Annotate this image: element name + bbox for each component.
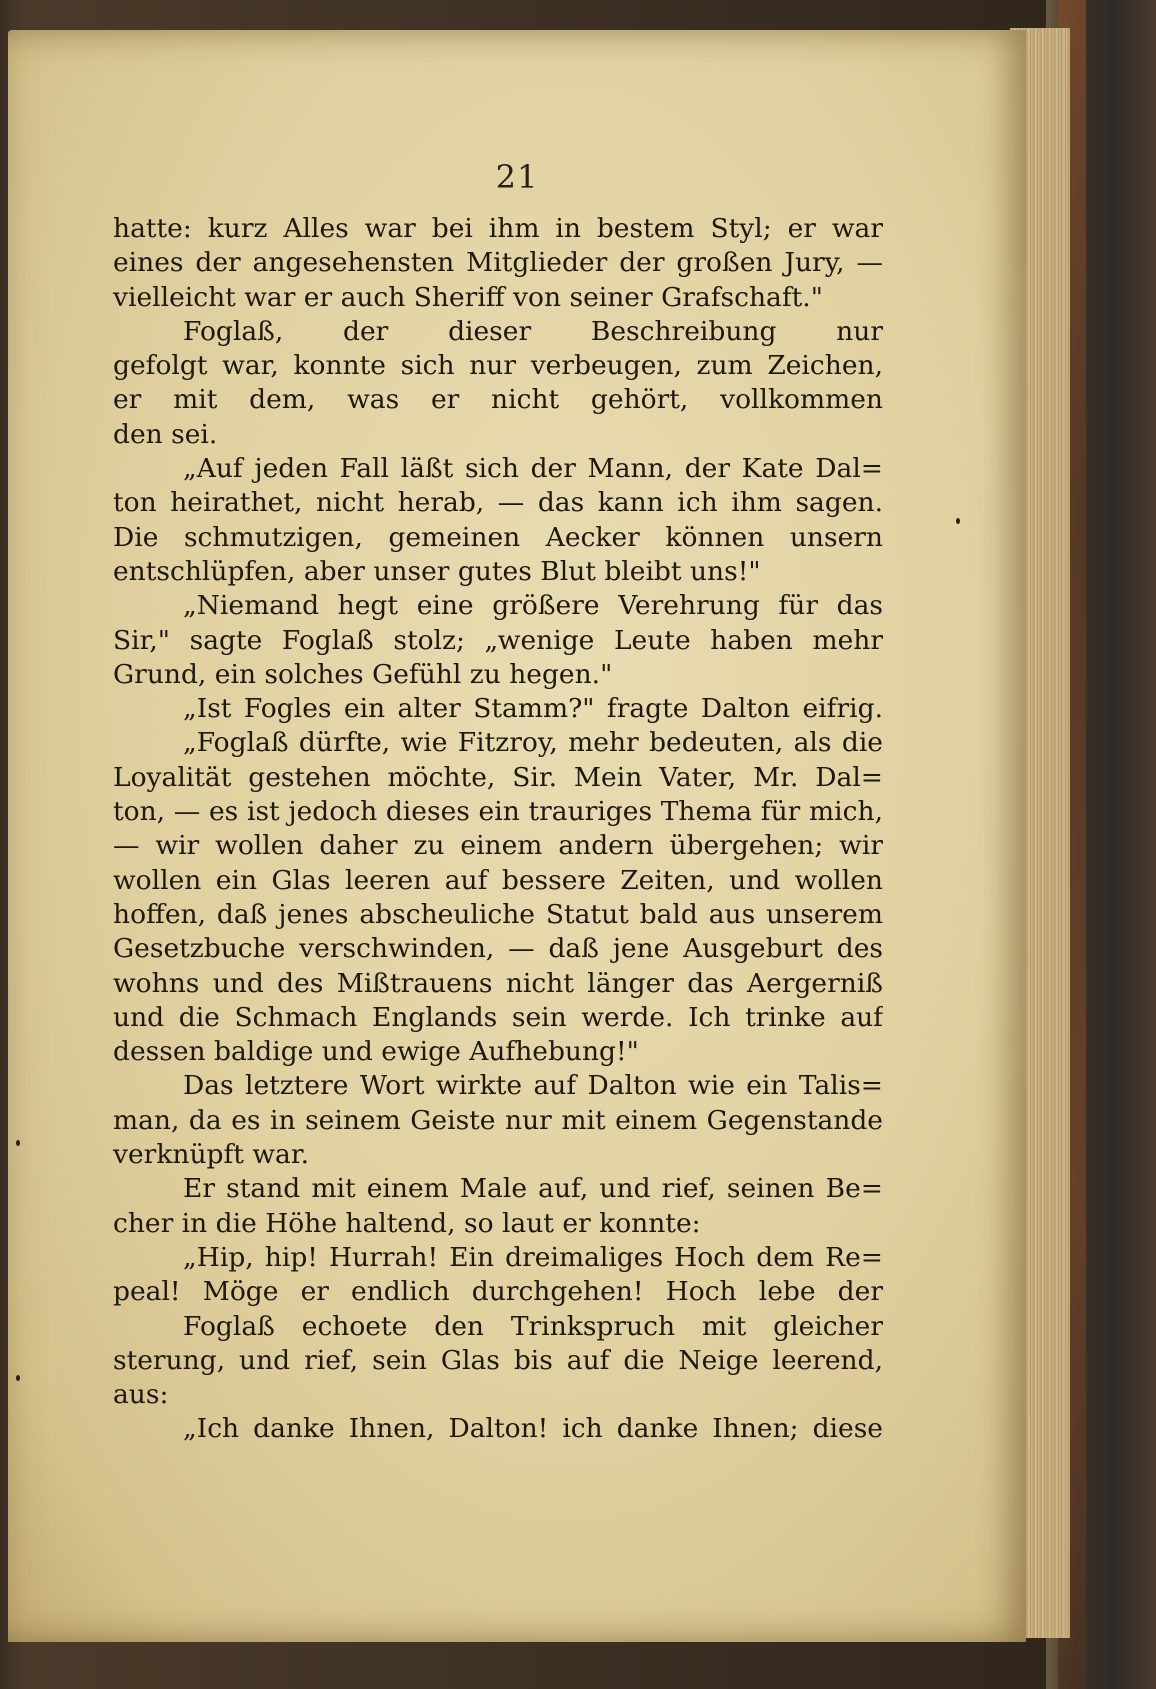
book-page (8, 30, 1026, 1642)
text-line: „Ist Fogles ein alter Stamm?" fragte Dalton eifrig. (183, 693, 883, 725)
text-line: „Niemand hegt eine größere Verehrung für das (183, 590, 883, 622)
text-line: und die Schmach Englands sein werde. Ich trinke auf (113, 1001, 883, 1033)
text-line: „Hip, hip! Hurrah! Ein dreimaliges Hoch dem Re= (183, 1241, 883, 1273)
text-line: peal! Möge er endlich durchgehen! Hoch lebe der (113, 1276, 883, 1308)
ink-speck (956, 518, 960, 524)
text-line: hatte: kurz Alles war bei ihm in bestem Styl; er war (113, 213, 883, 244)
text-line: vielleicht war er auch Sheriff von seiner Grafschaft." (113, 281, 823, 313)
text-line: ton heirathet, nicht herab, — das kann ich ihm sagen. (113, 487, 883, 519)
text-line: cher in die Höhe haltend, so laut er konnte: (113, 1207, 701, 1239)
text-line: entschlüpfen, aber unser gutes Blut bleibt uns!" (113, 555, 761, 587)
text-line: man, da es in seinem Geiste nur mit einem Gegenstande (113, 1104, 883, 1136)
text-line: aus: (113, 1379, 169, 1411)
text-line: Foglaß echoete den Trinkspruch mit gleicher (183, 1310, 883, 1342)
text-line: sterung, und rief, sein Glas bis auf die Neige leerend, (113, 1344, 883, 1376)
body-text (113, 212, 883, 1447)
text-line: eines der angesehensten Mitglieder der großen Jury, — (113, 247, 883, 279)
text-line: Grund, ein solches Gefühl zu hegen." (113, 658, 613, 690)
text-line: dessen baldige und ewige Aufhebung!" (113, 1036, 639, 1068)
text-line: ton, — es ist jedoch dieses ein trauriges Thema für mich, (113, 796, 883, 828)
text-line: wohns und des Mißtrauens nicht länger das Aergerniß (113, 967, 883, 999)
text-line: Loyalität gestehen möchte, Sir. Mein Vater, Mr. Dal= (113, 761, 883, 793)
text-line: wollen ein Glas leeren auf bessere Zeiten, und wollen (113, 864, 883, 896)
ink-speck (16, 1375, 20, 1381)
text-line: verknüpft war. (113, 1139, 310, 1171)
text-line: „Ich danke Ihnen, Dalton! ich danke Ihnen; diese (183, 1413, 883, 1445)
text-line: Die schmutzigen, gemeinen Aecker können unsern (113, 521, 883, 553)
text-line: Er stand mit einem Male auf, und rief, seinen Be= (183, 1173, 883, 1205)
text-line: hoffen, daß jenes abscheuliche Statut bald aus unserem (113, 898, 883, 930)
text-line: Foglaß, der dieser Beschreibung nur (183, 315, 883, 347)
text-line: er mit dem, was er nicht gehört, vollkommen (113, 384, 883, 416)
ink-speck (16, 1140, 20, 1146)
text-line: „Auf jeden Fall läßt sich der Mann, der Kate Dal= (183, 453, 883, 485)
page-number: 21 (495, 158, 539, 196)
text-line: Das letztere Wort wirkte auf Dalton wie ein Talis= (183, 1070, 883, 1102)
text-line: gefolgt war, konnte sich nur verbeugen, zum Zeichen, (113, 350, 883, 382)
text-line: Sir," sagte Foglaß stolz; „wenige Leute haben mehr (113, 624, 883, 656)
text-line: den sei. (113, 418, 218, 450)
text-line: Gesetzbuche verschwinden, — daß jene Ausgeburt des (113, 933, 883, 965)
text-line: „Foglaß dürfte, wie Fitzroy, mehr bedeuten, als die (183, 727, 883, 759)
text-line: — wir wollen daher zu einem andern übergehen; wir (113, 830, 883, 862)
